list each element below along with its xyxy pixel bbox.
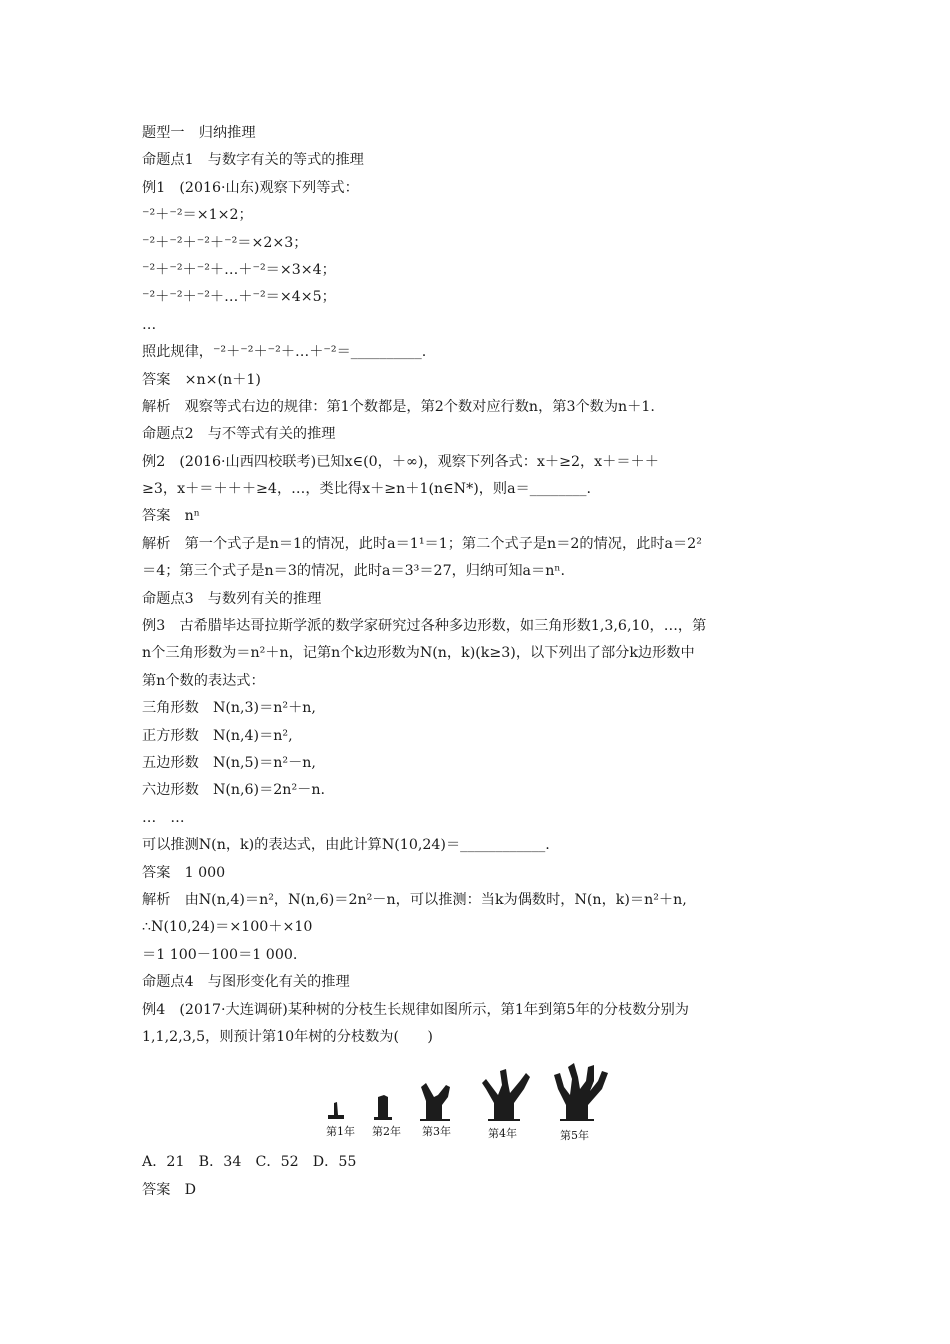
text-line: 五边形数 N(n,5)＝n²－n,	[142, 754, 316, 771]
text-line: 例4 (2017·大连调研)某种树的分枝生长规律如图所示，第1年到第5年的分枝数分别为	[142, 1001, 689, 1018]
tree-label-5: 第5年	[560, 1129, 589, 1143]
tree-label-3: 第3年	[422, 1125, 451, 1139]
text-line: 照此规律，⁻²＋⁻²＋⁻²＋…＋⁻²＝__________.	[142, 344, 427, 361]
text-line: 答案 ×n×(n＋1)	[142, 371, 261, 388]
tree-year-1	[328, 1102, 344, 1119]
text-line: ≥3，x＋＝＋＋＋≥4，…，类比得x＋≥n＋1(n∈N*)，则a＝________.	[142, 481, 592, 498]
text-line: 解析 观察等式右边的规律：第1个数都是，第2个数对应行数n，第3个数为n＋1.	[142, 398, 655, 415]
text-line: n个三角形数为＝n²＋n，记第n个k边形数为N(n，k)(k≥3)，以下列出了部分k边形数中	[142, 645, 695, 662]
text-line: 例1 (2016·山东)观察下列等式：	[142, 179, 359, 196]
text-line: 解析 第一个式子是n＝1的情况，此时a＝1¹＝1；第二个式子是n＝2的情况，此时a＝2²	[142, 535, 702, 552]
text-line: 1,1,2,3,5，则预计第10年树的分枝数为( )	[142, 1028, 433, 1045]
tree-label-1: 第1年	[326, 1125, 355, 1139]
answer-options: A．21 B．34 C．52 D．55	[142, 1154, 357, 1171]
text-line: 题型一 归纳推理	[142, 125, 256, 141]
tree-year-3	[420, 1083, 450, 1121]
tree-year-2	[374, 1095, 392, 1120]
text-block	[142, 120, 822, 1051]
text-line: ＝4；第三个式子是n＝3的情况，此时a＝3³＝27，归纳可知a＝nⁿ.	[142, 563, 565, 580]
text-line: 答案 nⁿ	[142, 508, 200, 525]
tree-label-4: 第4年	[488, 1127, 517, 1141]
answer-line: 答案 D	[142, 1181, 196, 1198]
figure-row	[142, 1059, 822, 1149]
text-line: 三角形数 N(n,3)＝n²＋n,	[142, 700, 316, 717]
text-line: 第n个数的表达式：	[142, 672, 265, 689]
text-line: 正方形数 N(n,4)＝n²,	[142, 727, 293, 744]
text-line: 命题点3 与数列有关的推理	[142, 590, 322, 607]
text-line: ∴N(10,24)＝×100＋×10	[142, 919, 313, 936]
text-line: …	[142, 316, 157, 333]
document-body	[142, 120, 822, 1204]
answer-block	[142, 1149, 822, 1204]
text-line: ⁻²＋⁻²＋⁻²＋…＋⁻²＝×3×4；	[142, 261, 336, 278]
tree-year-4	[482, 1069, 530, 1121]
text-line: 例2 (2016·山西四校联考)已知x∈(0，＋∞)，观察下列各式：x＋≥2，x＋＝＋＋	[142, 453, 659, 470]
text-line: … …	[142, 809, 185, 826]
text-line: 命题点2 与不等式有关的推理	[142, 426, 336, 443]
tree-growth-figure	[326, 1059, 616, 1145]
text-line: ＝1 100－100＝1 000.	[142, 946, 298, 963]
text-line: 例3 古希腊毕达哥拉斯学派的数学家研究过各种多边形数，如三角形数1,3,6,10，…，第	[142, 618, 707, 635]
text-line: ⁻²＋⁻²＝×1×2；	[142, 207, 253, 224]
text-line: 解析 由N(n,4)＝n²，N(n,6)＝2n²－n，可以推测：当k为偶数时，N(n，k)＝n²＋n,	[142, 891, 687, 908]
text-line: ⁻²＋⁻²＋⁻²＋⁻²＝×2×3；	[142, 234, 308, 251]
text-line: 答案 1 000	[142, 864, 226, 881]
text-line: 命题点4 与图形变化有关的推理	[142, 974, 350, 991]
tree-label-2: 第2年	[372, 1125, 401, 1139]
text-line: 六边形数 N(n,6)＝2n²－n.	[142, 782, 325, 799]
text-line: 可以推测N(n，k)的表达式，由此计算N(10,24)＝____________.	[142, 837, 550, 854]
tree-year-5	[554, 1063, 608, 1121]
text-line: 命题点1 与数字有关的等式的推理	[142, 152, 364, 169]
text-line: ⁻²＋⁻²＋⁻²＋…＋⁻²＝×4×5；	[142, 289, 336, 306]
